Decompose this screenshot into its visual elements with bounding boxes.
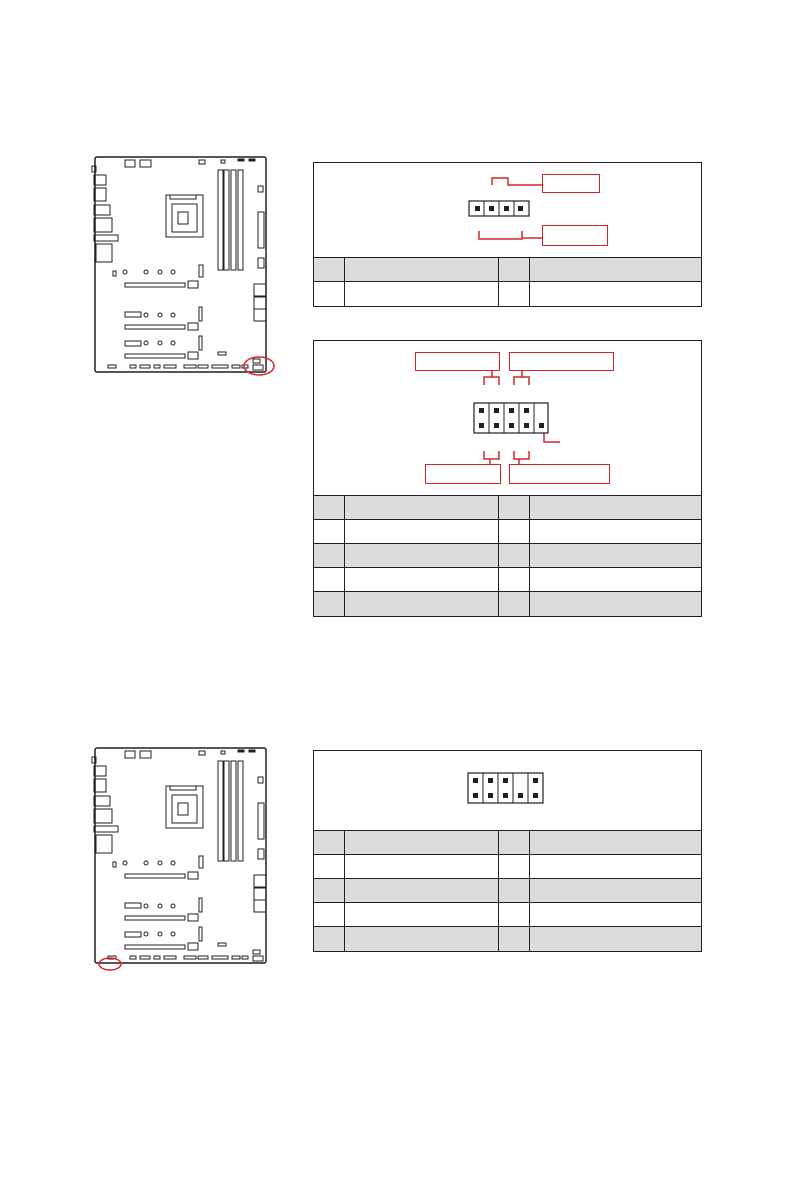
pin-header-diagram (314, 163, 701, 257)
header-label-bottom-left (425, 464, 501, 484)
pin-number (498, 855, 529, 879)
signal-name (529, 258, 701, 282)
table-row (314, 879, 701, 903)
pin-number (498, 258, 529, 282)
table-row (314, 520, 701, 544)
signal-name (344, 855, 498, 879)
pin-number (498, 927, 529, 951)
motherboard-figure-top (88, 152, 288, 382)
signal-name (344, 496, 498, 520)
pinout-panel-2 (313, 340, 702, 617)
signal-name (529, 282, 701, 306)
pin-number (498, 568, 529, 592)
header-label-bottom (542, 225, 608, 246)
pin-header-diagram (314, 341, 701, 495)
pin-definition-table (314, 257, 701, 306)
table-row (314, 855, 701, 879)
pin-number (314, 879, 344, 903)
signal-name (344, 927, 498, 951)
table-row (314, 903, 701, 927)
signal-name (529, 903, 701, 927)
pin-number (498, 831, 529, 855)
pin-number (498, 496, 529, 520)
signal-name (344, 544, 498, 568)
pin-number (314, 903, 344, 927)
header-label-top (542, 174, 600, 193)
header-label-top-right (509, 352, 614, 371)
table-row (314, 568, 701, 592)
signal-name (344, 831, 498, 855)
table-row (314, 544, 701, 568)
signal-name (529, 855, 701, 879)
pin-header-diagram (314, 751, 701, 830)
signal-name (529, 879, 701, 903)
pin-number (498, 879, 529, 903)
header-label-top-left (415, 352, 500, 371)
signal-name (529, 927, 701, 951)
pin-number (498, 903, 529, 927)
signal-name (344, 568, 498, 592)
pin-number (314, 927, 344, 951)
signal-name (344, 282, 498, 306)
pin-number (314, 520, 344, 544)
signal-name (344, 520, 498, 544)
table-row (314, 496, 701, 520)
pin-number (314, 496, 344, 520)
pin-number (314, 831, 344, 855)
table-row (314, 592, 701, 616)
pinout-panel-3 (313, 750, 702, 952)
pin-number (314, 258, 344, 282)
table-row (314, 258, 701, 282)
motherboard-figure-bottom (88, 743, 288, 973)
pin-number (314, 282, 344, 306)
motherboard-diagram (88, 152, 288, 382)
table-row (314, 831, 701, 855)
header-label-bottom-right (509, 464, 610, 484)
pin-number (314, 592, 344, 616)
pin-number (498, 544, 529, 568)
signal-name (529, 831, 701, 855)
signal-name (529, 568, 701, 592)
pin-number (314, 544, 344, 568)
signal-name (344, 258, 498, 282)
pin-definition-table (314, 495, 701, 616)
header-location-highlight (99, 958, 121, 970)
signal-name (344, 592, 498, 616)
pin-number (314, 855, 344, 879)
pinout-panel-1 (313, 162, 702, 307)
pin-number (498, 282, 529, 306)
motherboard-diagram (88, 743, 288, 973)
signal-name (529, 520, 701, 544)
signal-name (529, 592, 701, 616)
pin-definition-table (314, 830, 701, 951)
table-row (314, 282, 701, 306)
signal-name (344, 879, 498, 903)
signal-name (529, 496, 701, 520)
pin-number (314, 568, 344, 592)
signal-name (529, 544, 701, 568)
pin-number (498, 592, 529, 616)
pin-number (498, 520, 529, 544)
signal-name (344, 903, 498, 927)
table-row (314, 927, 701, 951)
